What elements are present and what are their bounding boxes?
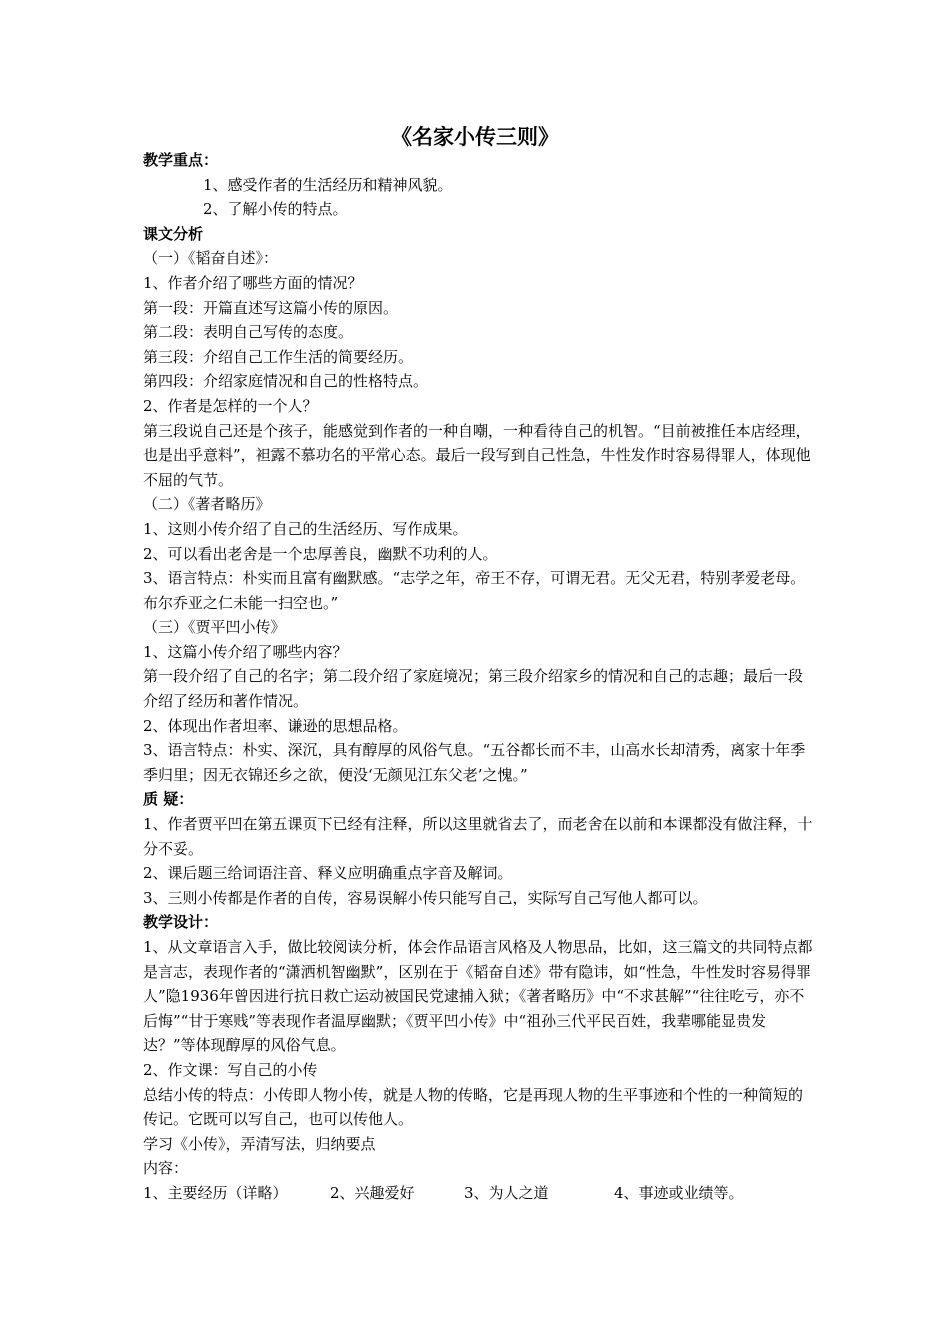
question-line-2: 2、课后题三给词语注音、释义应明确重点字音及解词。 xyxy=(143,864,513,883)
document-body xyxy=(143,148,815,1206)
design-paragraph-1: 1、从文章语言入手，做比较阅读分析，体会作品语言风格及人物思品，比如，这三篇文的共同特点都是言志，表现作者的“潇洒机智幽默”，区别在于《韬奋自述》带有隐讳，如“性急，牛性发时容易得罪人”隐1936年曾因进行抗日救亡运动被国民党逮捕入狱；《著者略历》中“不求甚解”“往往吃亏，亦不后悔”“甘于寒贱”等表现作者温厚幽默；《贾平凹小传》中“祖孙三代平民百姓，我辈哪能显贵发达？”等体现醇厚的风俗气息。 xyxy=(143,938,813,1055)
section2-line-2: 2、可以看出老舍是一个忠厚善良，幽默不功利的人。 xyxy=(143,544,498,563)
question-heading: 质 疑： xyxy=(143,790,194,809)
section1-line-4: 第三段：介绍自己工作生活的简要经历。 xyxy=(143,347,414,366)
section3-paragraph-2: 3、语言特点：朴实、深沉，具有醇厚的风俗气息。“五谷都长而不丰，山高水长却清秀，离家十年季季归里；因无衣锦还乡之欲，便没‘无颜见江东父老’之愧。” xyxy=(143,741,806,784)
design-item-1: 1、主要经历（详略） xyxy=(143,1183,288,1202)
section3-line-1: 1、这篇小传介绍了哪些内容？ xyxy=(143,642,348,661)
design-item-2: 2、兴趣爱好 xyxy=(330,1183,415,1202)
section3-line-2: 2、体现出作者坦率、谦逊的思想品格。 xyxy=(143,716,408,735)
focus-item-2: 2、了解小传的特点。 xyxy=(203,200,348,219)
document-title: 《名家小传三则》 xyxy=(391,124,559,149)
design-heading: 教学设计： xyxy=(143,913,219,932)
design-line-4: 学习《小传》，弄清写法，归纳要点 xyxy=(143,1134,376,1153)
design-content-items xyxy=(143,1181,815,1206)
question-line-3: 3、三则小传都是作者的自传，容易误解小传只能写自己，实际写自己写他人都可以。 xyxy=(143,888,708,907)
section1-line-5: 第四段：介绍家庭情况和自己的性格特点。 xyxy=(143,372,429,391)
design-line-2: 2、作文课：写自己的小传 xyxy=(143,1060,318,1079)
design-item-3: 3、为人之道 xyxy=(464,1183,549,1202)
section3-paragraph-1: 第一段介绍了自己的名字；第二段介绍了家庭境况；第三段介绍家乡的情况和自己的志趣；最后一段介绍了经历和著作情况。 xyxy=(143,667,804,711)
analysis-heading: 课文分析 xyxy=(143,224,204,243)
section1-paragraph: 第三段说自己还是个孩子，能感觉到作者的一种自嘲，一种看待自己的机智。“目前被推任本店经理，也是出乎意料”，袒露不慕功名的平常心态。最后一段写到自己性急，牛性发作时容易得罪人，体现他不屈的气节。 xyxy=(143,421,811,489)
section1-title: （一）《韬奋自述》： xyxy=(143,249,279,268)
section1-line-3: 第二段：表明自己写传的态度。 xyxy=(143,323,354,342)
focus-item-1: 1、感受作者的生活经历和精神风貌。 xyxy=(203,175,453,194)
design-item-4: 4、事迹或业绩等。 xyxy=(614,1183,744,1202)
design-paragraph-3: 总结小传的特点：小传即人物小传，就是人物的传略，它是再现人物的生平事迹和个性的一种简短的传记。它既可以写自己，也可以传他人。 xyxy=(143,1085,804,1129)
section1-line-1: 1、作者介绍了哪些方面的情况？ xyxy=(143,273,363,292)
section3-title: （三）《贾平凹小传》 xyxy=(143,618,286,637)
design-line-5: 内容： xyxy=(143,1159,189,1178)
question-paragraph-1: 1、作者贾平凹在第五课页下已经有注释，所以这里就省去了，而老舍在以前和本课都没有做注释，十分不妥。 xyxy=(143,815,813,858)
section2-paragraph: 3、语言特点：朴实而且富有幽默感。“志学之年，帝王不存，可谓无君。无父无君，特别孝爱老母。布尔乔亚之仁未能一扫空也。” xyxy=(143,569,806,612)
section2-title: （二）《著者略历》 xyxy=(143,495,271,514)
section1-line-2: 第一段：开篇直述写这篇小传的原因。 xyxy=(143,298,399,317)
section2-line-1: 1、这则小传介绍了自己的生活经历、写作成果。 xyxy=(143,519,468,538)
focus-heading: 教学重点： xyxy=(143,151,219,169)
section1-line-6: 2、作者是怎样的一个人？ xyxy=(143,396,318,415)
